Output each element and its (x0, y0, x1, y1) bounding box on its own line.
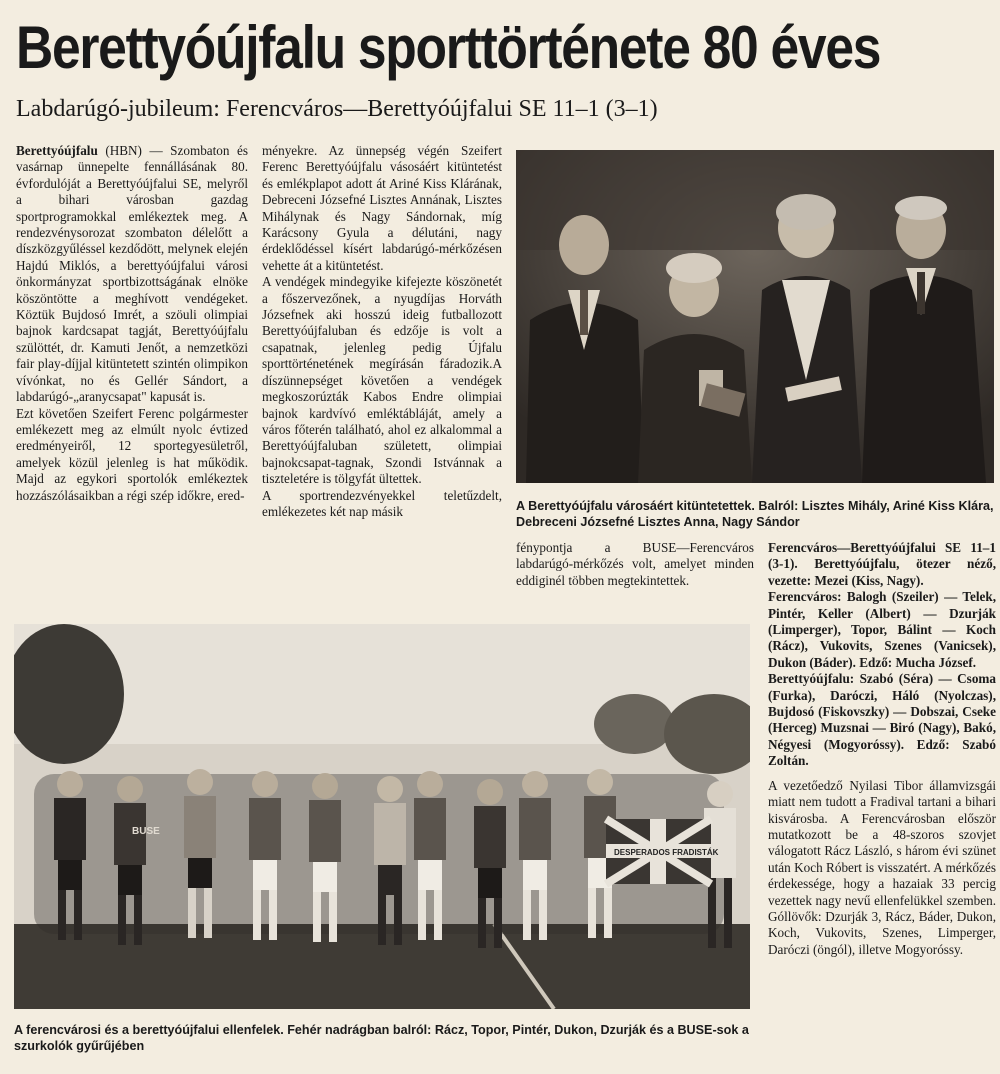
flag-text: DESPERADOS FRADISTÁK (614, 848, 719, 857)
paragraph-2: Ezt követően Szeifert Ferenc polgármester emlékezett meg az elmúlt nyolc évtized eredményeiről, 12 sportegyesületről, amelyek közül jelenleg is hat működik. Majd az egykori sportolók emlékeztek hozzászólásaikban a régi szép időkre, ered- (16, 405, 248, 503)
match-report-column (768, 540, 996, 1060)
subheadline: Labdarúgó-jubileum: Ferencváros—Berettyóújfalui SE 11–1 (3–1) (16, 96, 658, 122)
top-photo-caption: A Berettyóújfalu városáért kitüntetettek. Balról: Lisztes Mihály, Ariné Kiss Klára, Debreceni Józsefné Lisztes Anna, Nagy Sándor (516, 499, 994, 529)
article-column-3 (516, 540, 754, 620)
lead-text: (HBN) — Szombaton és vasárnap ünnepelte fennállásának 80. évfordulóját a Berettyóújfalui SE, melyről a bihari városban gazdag sportprogramokkal emlékeztek meg. A rendezvénysorozat szombaton délelőtt a díszközgyűléssel kezdődött, melynek elején Hajdú Miklós, a berettyóújfalui városi önkormányzat sportbizottságának elnöke köszöntötte a meghívott vendégeket. Köztük Bujdosó Imrét, a szöuli olimpiai bajnok kardcsapat tagját, Berettyóújfalu szülöttét, dr. Kamuti Jenőt, a nemzetközi fair play-díjjal kitüntetett szintén olimpikon vívónkat, no és Gellér Sándort, a labdarúgó-„aranycsapat" kapusát is. (16, 143, 248, 405)
match-commentary: A vezetőedző Nyilasi Tibor államvizsgái miatt nem tudott a Fradival tartani a bihari kisvárosba. A Ferencvárosban először mutatkozott be a 48-szoros szovjet válogatott Rácz László, s három évi szünet után Koch Róbert is visszatért. A mérkőzés érdekessége, hogy a hazaiak 33 percig vezettek nagy nevű ellenfelükkel szemben. Góllövők: Dzurják 3, Rácz, Báder, Dukon, Koch, Vukovits, Szenes, Limperger, Daróczi (öngól), illetve Mogyoróssy. (768, 777, 996, 957)
paragraph-5: A sportrendezvényekkel teletűzdelt, emlékezetes két nap másik (262, 487, 502, 519)
teams-photo-illustration (14, 624, 750, 1009)
match-summary (768, 540, 996, 589)
paragraph-3: ményekre. Az ünnepség végén Szeifert Ferenc Berettyóújfalu vásosáért kitüntetést és emlékplapot adott át Ariné Kiss Klárának, Debreceni Józsefné Lisztes Annának, Lisztes Mihálynak és Nagy Sándornak, míg Karácsony Gyula a délutáni, nagy érdeklődéssel kísért labdarúgó-mérkőzésen vehette át a kitüntetést. (262, 143, 502, 273)
fan-flag (606, 819, 719, 884)
paragraph-4: A vendégek mindegyike kifejezte köszönetét a főszervezőnek, a nyugdíjas Horváth Józsefnek aki hosszú ideig futballozott Berettyóújfaluban és edzője is volt a csapatnak, jelenleg pedig Újfalu sporttörténetének megírásán fáradozik.A díszünnepséget követően a vendégek megkoszorúzták Kabos Endre olimpiai bajnok kardvívó emléktábláját, amely a város főterén található, ahol ez alkalommal a Berettyóújfaluban született, olimpiai bajnokcsapat-tagnak, Szondi Istvánnak a tiszteletére is tölgyfát ültettek. (262, 274, 502, 487)
teams-photo (14, 624, 750, 1009)
dateline: Berettyóújfalu (16, 143, 98, 158)
headline: Berettyóújfalu sporttörténete 80 éves (16, 14, 881, 81)
match-title: Ferencváros—Berettyóújfalui SE 11–1 (3-1). Berettyóújfalu, ötezer néző, vezette: Mezei (Kiss, Nagy). (768, 540, 996, 588)
article-column-1 (16, 143, 248, 608)
lead-paragraph (16, 143, 248, 406)
award-recipients-photo (516, 150, 994, 483)
ferencvaros-lineup (768, 589, 996, 671)
ferencvaros-lineup-text: Ferencváros: Balogh (Szeiler) — Telek, Pintér, Keller (Albert) — Dzurják (Limperger), Topor, Bálint — Koch (Rácz), Vukovits, Szenes (Vanicsek), Dukon (Báder). Edző: Mucha József. (768, 589, 996, 670)
berettyoujfalu-lineup (768, 671, 996, 769)
shirt-sponsor-text: BUSE (132, 826, 160, 837)
article-column-2 (262, 143, 502, 608)
bottom-photo-caption: A ferencvárosi és a berettyóújfalui ellenfelek. Fehér nadrágban balról: Rácz, Topor, Pintér, Dukon, Dzurják és a BUSE-sok a szurkolók gyűrűjében (14, 1023, 749, 1053)
berettyoujfalu-lineup-text: Berettyóújfalu: Szabó (Séra) — Csoma (Furka), Daróczi, Háló (Nyolczas), Bujdosó (Fiskovszky) — Dobszai, Cseke (Herceg) Muzsnai — Biró (Nagy), Bakó, Négyesi (Mogyoróssy). Edző: Szabó Zoltán. (768, 671, 996, 769)
paragraph-6: fénypontja a BUSE—Ferencváros labdarúgó-mérkőzés volt, amelyet minden eddiginél többen megtekintettek. (516, 540, 754, 588)
award-photo-illustration (516, 150, 994, 483)
